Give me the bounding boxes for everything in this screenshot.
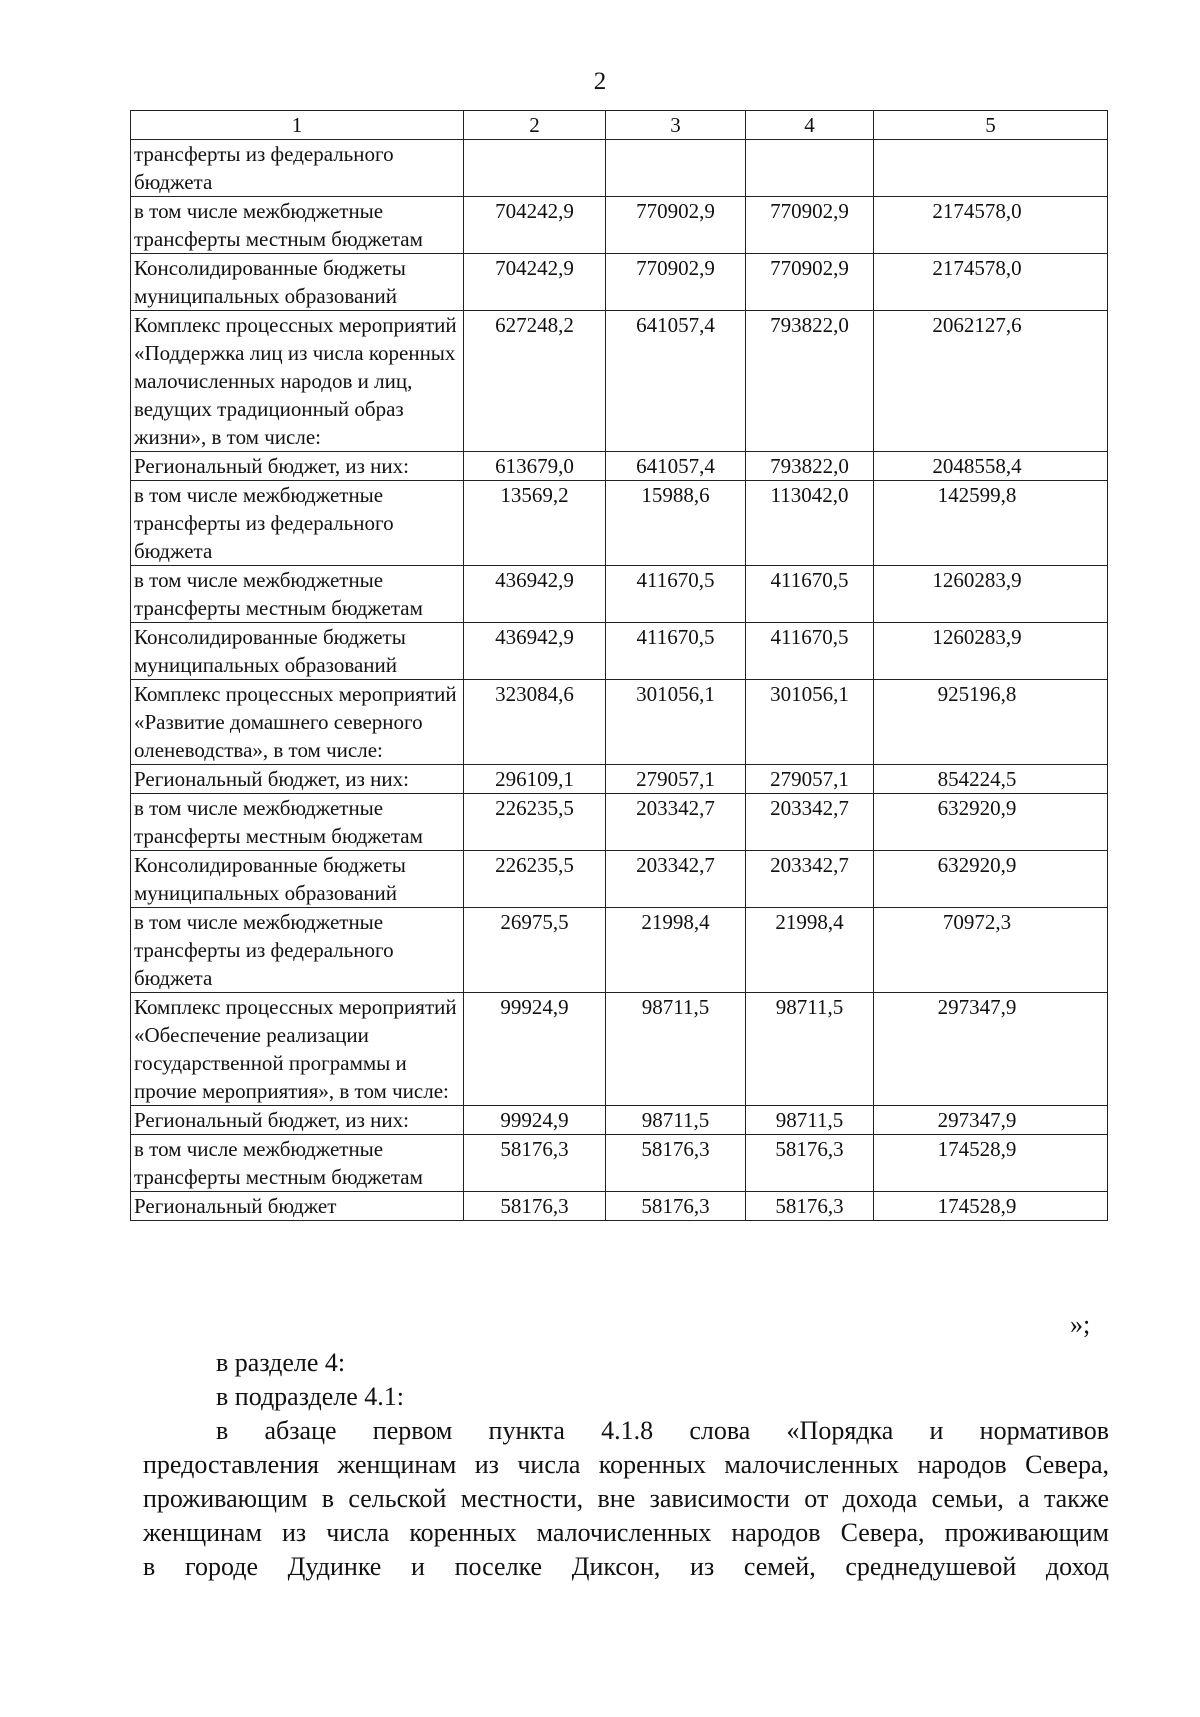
value-cell: 99924,9 xyxy=(464,1106,606,1135)
value-cell: 770902,9 xyxy=(746,254,874,311)
value-cell: 70972,3 xyxy=(874,908,1108,993)
value-cell: 2048558,4 xyxy=(874,452,1108,481)
value-cell: 854224,5 xyxy=(874,765,1108,794)
row-label: Региональный бюджет, из них: xyxy=(131,452,464,481)
value-cell: 279057,1 xyxy=(606,765,746,794)
table-row xyxy=(131,197,1108,254)
value-cell: 297347,9 xyxy=(874,1106,1108,1135)
value-cell: 58176,3 xyxy=(464,1135,606,1192)
value-cell: 1260283,9 xyxy=(874,566,1108,623)
value-cell: 770902,9 xyxy=(606,254,746,311)
row-label: в том числе межбюджетные трансферты местным бюджетам xyxy=(131,197,464,254)
header-cell: 3 xyxy=(606,111,746,140)
table-row xyxy=(131,1135,1108,1192)
header-cell: 1 xyxy=(131,111,464,140)
value-cell: 627248,2 xyxy=(464,311,606,452)
subsection-line: в подразделе 4.1: xyxy=(216,1382,405,1411)
row-label: Консолидированные бюджеты муниципальных образований xyxy=(131,851,464,908)
row-label: в том числе межбюджетные трансферты из федерального бюджета xyxy=(131,908,464,993)
value-cell: 203342,7 xyxy=(746,851,874,908)
value-cell xyxy=(464,140,606,197)
table-row xyxy=(131,851,1108,908)
paragraph-line: в городе Дудинке и поселке Диксон, из семей, среднедушевой доход xyxy=(143,1552,1109,1581)
table-row xyxy=(131,566,1108,623)
paragraph-line: в абзаце первом пункта 4.1.8 слова «Порядка и нормативов xyxy=(216,1416,1109,1445)
value-cell: 793822,0 xyxy=(746,311,874,452)
table-row xyxy=(131,311,1108,452)
value-cell: 113042,0 xyxy=(746,481,874,566)
value-cell: 436942,9 xyxy=(464,623,606,680)
value-cell: 770902,9 xyxy=(606,197,746,254)
value-cell xyxy=(746,140,874,197)
header-cell: 2 xyxy=(464,111,606,140)
value-cell: 21998,4 xyxy=(746,908,874,993)
value-cell: 203342,7 xyxy=(746,794,874,851)
value-cell: 13569,2 xyxy=(464,481,606,566)
value-cell: 58176,3 xyxy=(464,1192,606,1221)
value-cell: 770902,9 xyxy=(746,197,874,254)
header-cell: 4 xyxy=(746,111,874,140)
paragraph-line: проживающим в сельской местности, вне зависимости от дохода семьи, а также xyxy=(143,1484,1109,1513)
value-cell: 411670,5 xyxy=(746,623,874,680)
value-cell: 98711,5 xyxy=(606,1106,746,1135)
table-row xyxy=(131,993,1108,1106)
value-cell: 58176,3 xyxy=(606,1135,746,1192)
paragraph-line: предоставления женщинам из числа коренных малочисленных народов Севера, xyxy=(143,1450,1109,1479)
row-label: в том числе межбюджетные трансферты местным бюджетам xyxy=(131,1135,464,1192)
value-cell: 26975,5 xyxy=(464,908,606,993)
closing-quote: »; xyxy=(1070,1310,1091,1339)
table-row xyxy=(131,908,1108,993)
table-row xyxy=(131,765,1108,794)
value-cell: 411670,5 xyxy=(606,623,746,680)
value-cell: 301056,1 xyxy=(746,680,874,765)
table-row xyxy=(131,1192,1108,1221)
row-label: Консолидированные бюджеты муниципальных образований xyxy=(131,254,464,311)
value-cell: 15988,6 xyxy=(606,481,746,566)
table-row xyxy=(131,1106,1108,1135)
row-label: в том числе межбюджетные трансферты местным бюджетам xyxy=(131,794,464,851)
value-cell: 297347,9 xyxy=(874,993,1108,1106)
value-cell: 58176,3 xyxy=(746,1135,874,1192)
row-label: Консолидированные бюджеты муниципальных образований xyxy=(131,623,464,680)
row-label: Региональный бюджет, из них: xyxy=(131,765,464,794)
value-cell: 58176,3 xyxy=(606,1192,746,1221)
table-row xyxy=(131,254,1108,311)
table-row xyxy=(131,452,1108,481)
value-cell: 98711,5 xyxy=(746,993,874,1106)
value-cell: 174528,9 xyxy=(874,1192,1108,1221)
value-cell: 226235,5 xyxy=(464,851,606,908)
value-cell: 174528,9 xyxy=(874,1135,1108,1192)
value-cell: 436942,9 xyxy=(464,566,606,623)
value-cell: 323084,6 xyxy=(464,680,606,765)
row-label: Региональный бюджет xyxy=(131,1192,464,1221)
value-cell: 411670,5 xyxy=(746,566,874,623)
value-cell: 142599,8 xyxy=(874,481,1108,566)
row-label: трансферты из федерального бюджета xyxy=(131,140,464,197)
value-cell: 613679,0 xyxy=(464,452,606,481)
value-cell: 203342,7 xyxy=(606,794,746,851)
row-label: Комплекс процессных мероприятий «Поддержка лиц из числа коренных малочисленных народов и лиц, ведущих традиционный образ жизни», в том числе: xyxy=(131,311,464,452)
value-cell: 925196,8 xyxy=(874,680,1108,765)
value-cell: 296109,1 xyxy=(464,765,606,794)
value-cell: 704242,9 xyxy=(464,197,606,254)
table-header-row xyxy=(131,111,1108,140)
value-cell xyxy=(606,140,746,197)
value-cell: 2062127,6 xyxy=(874,311,1108,452)
table-row xyxy=(131,140,1108,197)
row-label: Комплекс процессных мероприятий «Развитие домашнего северного оленеводства», в том числе: xyxy=(131,680,464,765)
value-cell: 411670,5 xyxy=(606,566,746,623)
value-cell: 203342,7 xyxy=(606,851,746,908)
value-cell: 279057,1 xyxy=(746,765,874,794)
row-label: Комплекс процессных мероприятий «Обеспечение реализации государственной программы и прочие мероприятия», в том числе: xyxy=(131,993,464,1106)
budget-table xyxy=(130,110,1108,1221)
body-text xyxy=(143,1346,1109,1584)
value-cell: 98711,5 xyxy=(606,993,746,1106)
value-cell: 58176,3 xyxy=(746,1192,874,1221)
table-row xyxy=(131,623,1108,680)
table-row xyxy=(131,794,1108,851)
value-cell: 226235,5 xyxy=(464,794,606,851)
header-cell: 5 xyxy=(874,111,1108,140)
section-line: в разделе 4: xyxy=(216,1348,346,1377)
table-row xyxy=(131,481,1108,566)
value-cell: 793822,0 xyxy=(746,452,874,481)
value-cell: 632920,9 xyxy=(874,794,1108,851)
value-cell: 632920,9 xyxy=(874,851,1108,908)
row-label: Региональный бюджет, из них: xyxy=(131,1106,464,1135)
value-cell: 99924,9 xyxy=(464,993,606,1106)
value-cell xyxy=(874,140,1108,197)
table-row xyxy=(131,680,1108,765)
page-number: 2 xyxy=(593,68,607,95)
value-cell: 21998,4 xyxy=(606,908,746,993)
value-cell: 98711,5 xyxy=(746,1106,874,1135)
value-cell: 2174578,0 xyxy=(874,197,1108,254)
value-cell: 641057,4 xyxy=(606,311,746,452)
value-cell: 1260283,9 xyxy=(874,623,1108,680)
row-label: в том числе межбюджетные трансферты местным бюджетам xyxy=(131,566,464,623)
row-label: в том числе межбюджетные трансферты из федерального бюджета xyxy=(131,481,464,566)
value-cell: 2174578,0 xyxy=(874,254,1108,311)
value-cell: 641057,4 xyxy=(606,452,746,481)
value-cell: 301056,1 xyxy=(606,680,746,765)
value-cell: 704242,9 xyxy=(464,254,606,311)
paragraph-line: женщинам из числа коренных малочисленных народов Севера, проживающим xyxy=(143,1518,1109,1547)
